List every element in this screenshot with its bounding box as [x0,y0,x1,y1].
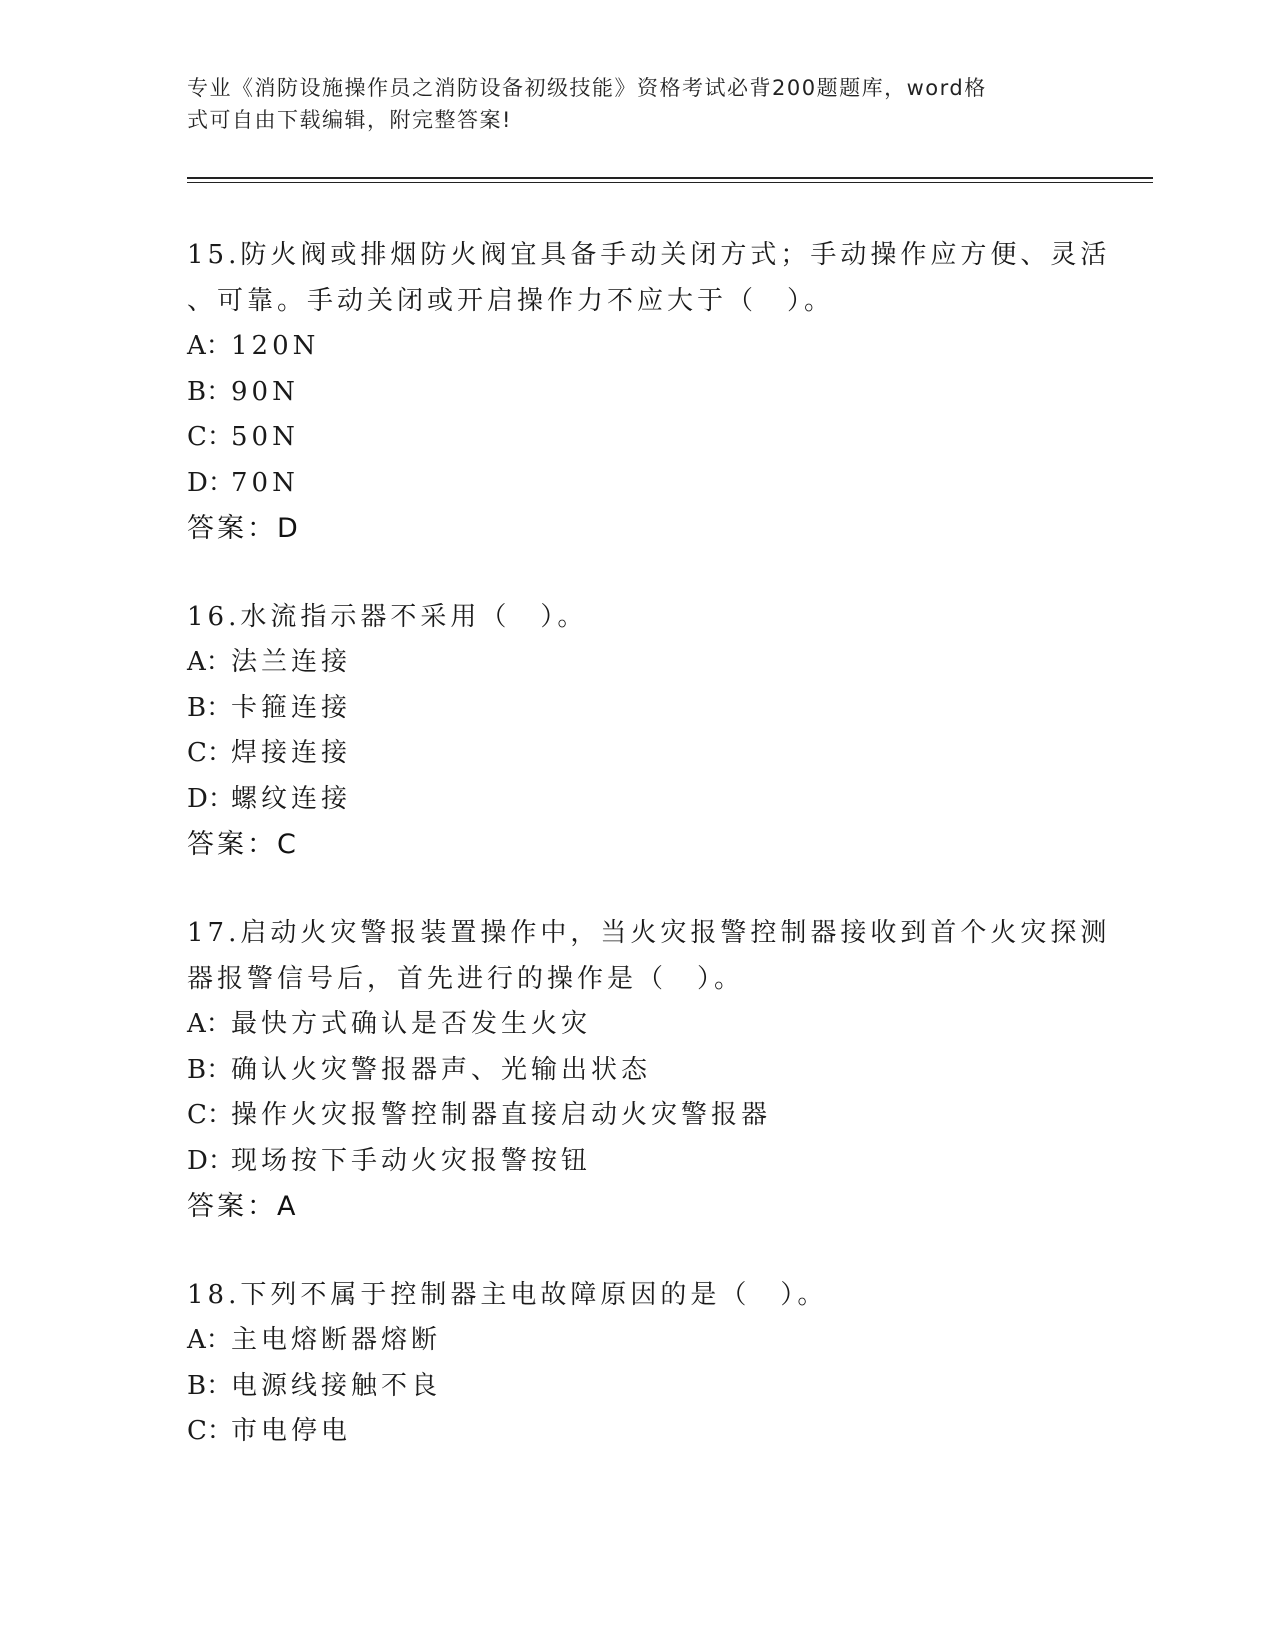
option-text: 螺纹连接 [231,783,352,814]
option-b [187,370,1087,416]
option-key: B： [187,1054,233,1085]
option-text: 50N [231,422,299,452]
option-b [187,1364,1087,1410]
question-list [187,232,1111,1497]
option-text: 90N [231,376,299,407]
question-stem-line: 15.防火阀或排烟防火阀宜具备手动关闭方式；手动操作应方便、灵活 [187,240,1111,270]
option-key: A： [187,1009,232,1039]
option-text: 操作火灾报警控制器直接启动火灾警报器 [231,1100,772,1130]
option-key: B： [187,1370,233,1401]
answer-line: 答案：A [187,1191,299,1222]
question-stem-line: 器报警信号后，首先进行的操作是（ ）。 [187,964,745,994]
option-key: A： [187,647,232,677]
option-key: A： [187,1325,232,1355]
option-text: 卡箍连接 [231,692,352,723]
option-key: C： [187,1416,233,1446]
option-b [187,1048,1087,1094]
option-a [187,1318,1087,1364]
option-key: D： [187,783,234,814]
option-text: 现场按下手动火灾报警按钮 [231,1145,592,1176]
answer-line: 答案：D [187,513,301,544]
question-stem-line: 、可靠。手动关闭或开启操作力不应大于（ ）。 [187,286,835,316]
option-a [187,1002,1087,1048]
option-key: B： [187,692,233,723]
option-text: 120N [231,331,320,361]
option-key: A： [187,331,232,361]
question-stem-line: 18.下列不属于控制器主电故障原因的是（ ）。 [187,1280,828,1310]
option-key: C： [187,738,233,768]
question-16 [187,594,1087,868]
option-d [187,1139,1087,1185]
document-header [187,72,1067,136]
header-divider-thick [187,177,1153,179]
option-c [187,1409,1087,1455]
option-key: D： [187,467,234,498]
option-text: 电源线接触不良 [231,1370,442,1401]
question-18 [187,1272,1087,1455]
question-15 [187,232,1111,552]
option-d [187,461,1087,507]
question-stem-line: 17.启动火灾警报装置操作中，当火灾报警控制器接收到首个火灾探测 [187,918,1111,948]
option-text: 确认火灾警报器声、光输出状态 [231,1054,652,1085]
option-d [187,777,1087,823]
header-line-1: 专业《消防设施操作员之消防设备初级技能》资格考试必背200题题库，word格 [187,76,987,100]
option-key: C： [187,1100,233,1130]
option-c [187,1093,1087,1139]
question-stem-line: 16.水流指示器不采用（ ）。 [187,602,588,632]
option-a [187,324,1087,370]
option-key: C： [187,422,233,452]
option-text: 最快方式确认是否发生火灾 [231,1009,592,1039]
option-a [187,640,1087,686]
option-text: 焊接连接 [231,738,352,768]
option-text: 法兰连接 [231,647,352,677]
option-b [187,686,1087,732]
option-c [187,415,1087,461]
option-text: 主电熔断器熔断 [231,1325,442,1355]
answer-line: 答案：C [187,829,299,860]
option-text: 70N [231,467,299,498]
option-key: B： [187,376,233,407]
header-divider-thin [187,182,1153,183]
question-17 [187,910,1111,1230]
option-text: 市电停电 [231,1416,352,1446]
option-c [187,731,1087,777]
header-line-2: 式可自由下载编辑，附完整答案! [187,108,512,132]
option-key: D： [187,1145,234,1176]
